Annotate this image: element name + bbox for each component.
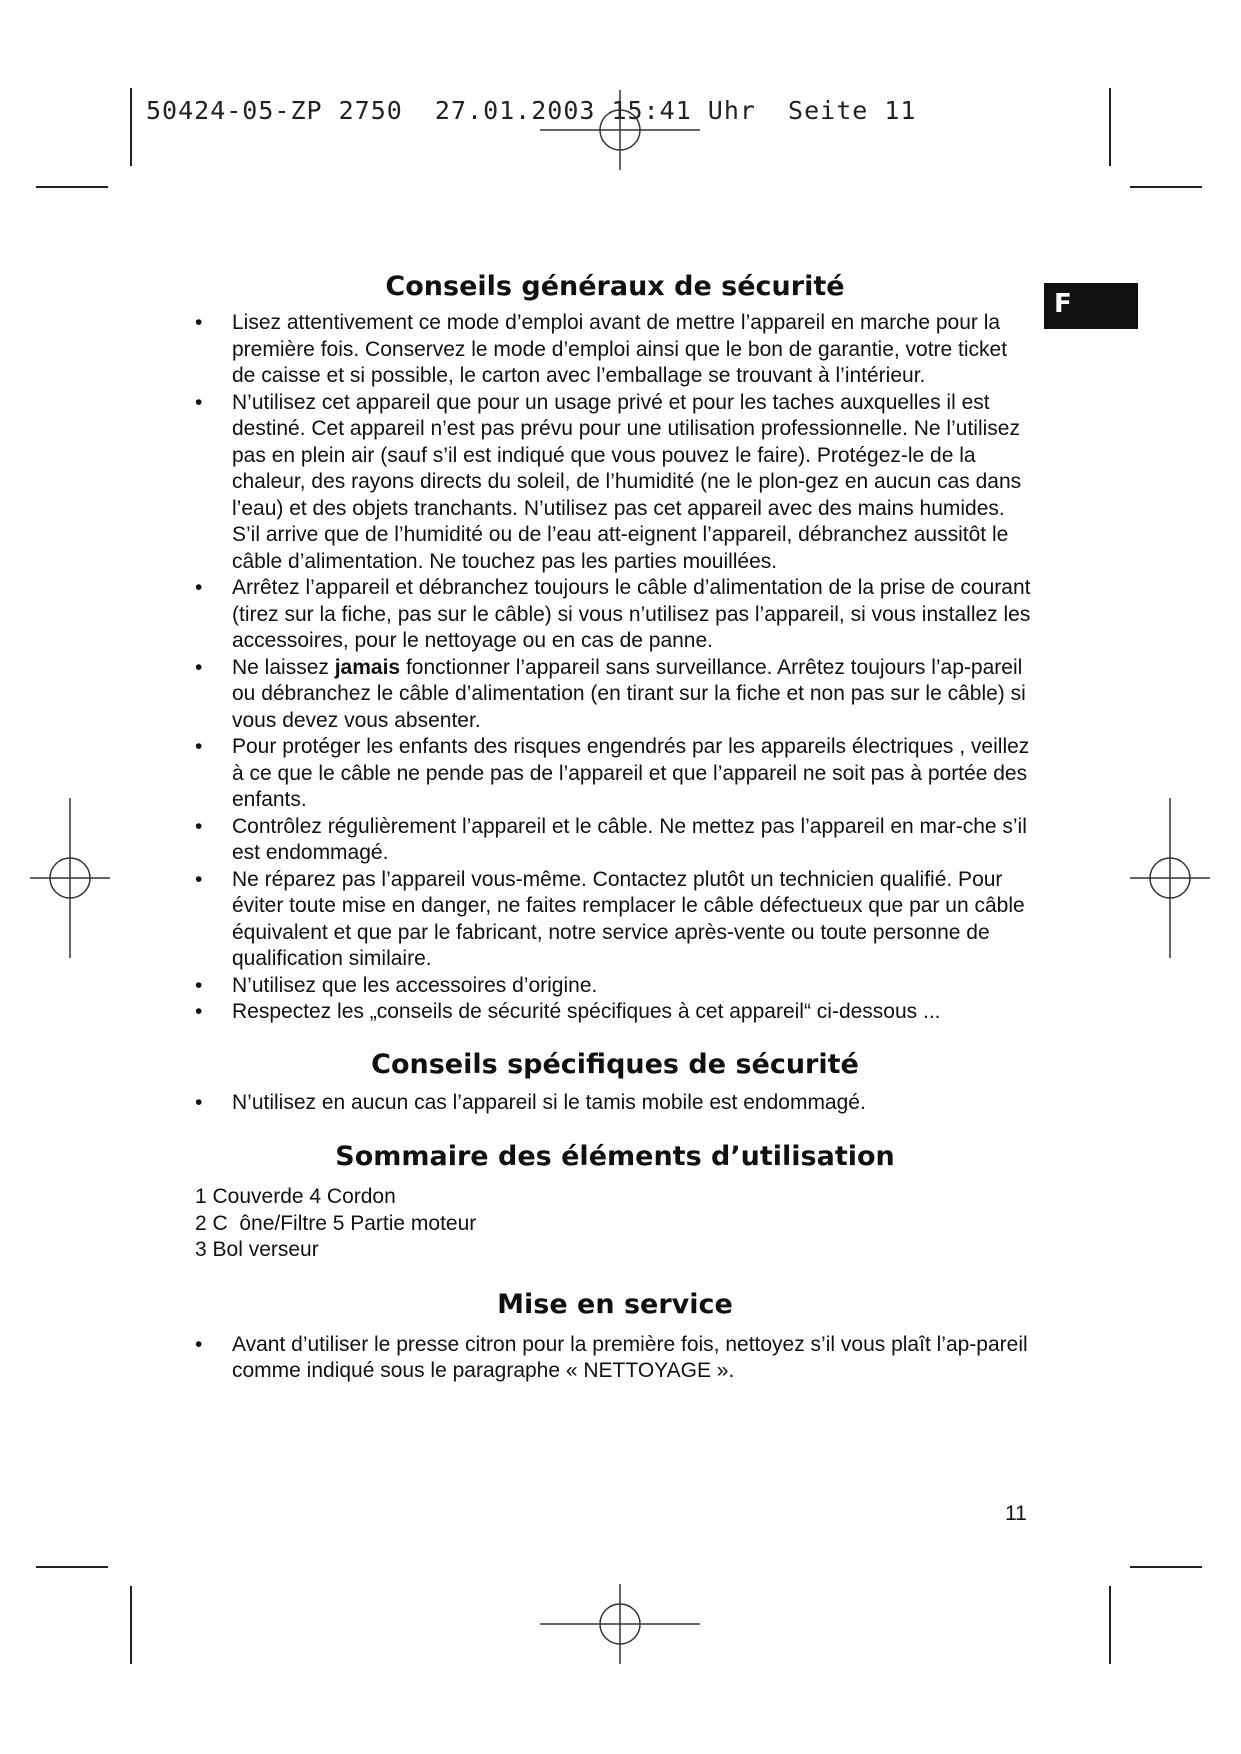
crop-mark <box>36 1566 108 1568</box>
list-item: • N’utilisez en aucun cas l’appareil si le tamis mobile est endommagé. <box>195 1090 1035 1117</box>
crop-mark <box>1109 1586 1111 1664</box>
list-item: • Arrêtez l’appareil et débranchez toujours le câble d’alimentation de la prise de courant (tirez sur la fiche, pas sur le câble) si vous n’utilisez pas l’appareil, si vous installez les accessoires, pour le nettoyage ou en cas de panne. <box>195 576 1031 652</box>
section-title-general-safety: Conseils généraux de sécurité <box>385 271 845 302</box>
crop-mark <box>1109 88 1111 166</box>
bullet: • <box>195 655 203 679</box>
parts-list <box>195 1184 1035 1264</box>
section-title-setup: Mise en service <box>497 1288 733 1320</box>
list-item: • N’utilisez que les accessoires d’origine. <box>195 973 1035 1000</box>
bullet: • <box>195 735 203 758</box>
list-item: • N’utilisez cet appareil que pour un usage privé et pour les taches auxquelles il est destiné. Cet appareil n’est pas prévu pour une utilisation professionnelle. Ne l’utilisez pas en plein air (sauf s’il est indiqué que vous pouvez le faire). Protégez-le de la chaleur, des rayons directs du soleil, de l’humidité (ne le plon-gez en aucun cas dans l’eau) et des objets tranchants. N’utilisez pas cet appareil avec des mains humides. S’il arrive que de l’humidité ou de l’eau att-eignent l’appareil, débranchez aussitôt le câble d’alimentation. Ne touchez pas les parties mouillées. <box>195 390 1022 573</box>
registration-mark-right <box>1130 798 1210 958</box>
parts-line: 3 Bol verseur <box>195 1238 319 1261</box>
list-item: • Ne réparez pas l’appareil vous-même. Contactez plutôt un technicien qualifié. Pour éviter toute mise en danger, ne faites remplacer le câble défectueux que par un câble équivalent et que par le fabricant, notre service après-vente ou toute personne de qualification similaire. <box>195 867 1025 970</box>
list-item: • Lisez attentivement ce mode d’emploi avant de mettre l’appareil en marche pour la première fois. Conservez le mode d’emploi ainsi que le bon de garantie, votre ticket de caisse et si possible, le carton avec l’emballage se trouvant à l’intérieur. <box>195 311 1008 387</box>
crop-mark <box>36 186 108 188</box>
bullet: • <box>195 1090 203 1114</box>
general-safety-list <box>195 310 1035 1026</box>
parts-line: 1 Couverde 4 Cordon <box>195 1185 396 1208</box>
bullet: • <box>195 1000 203 1023</box>
list-item: • Contrôlez régulièrement l’appareil et le câble. Ne mettez pas l’appareil en mar-che s’il est endommagé. <box>195 814 1027 864</box>
list-item: • Respectez les „conseils de sécurité spécifiques à cet appareil“ ci-dessous ... <box>195 999 1035 1026</box>
print-header: 50424-05-ZP 2750 27.01.2003 15:41 Uhr Seite 11 <box>146 96 917 125</box>
section-title-specific-safety: Conseils spécifiques de sécurité <box>371 1048 859 1080</box>
section-title-parts-summary: Sommaire des éléments d’utilisation <box>335 1141 895 1172</box>
crop-mark <box>130 88 132 166</box>
registration-mark-left <box>30 798 110 958</box>
bullet: • <box>195 814 203 838</box>
crop-mark <box>130 1586 132 1664</box>
setup-list <box>195 1332 1035 1385</box>
crop-mark <box>1130 186 1202 188</box>
list-item: • Ne laissez jamais fonctionner l’appareil sans surveillance. Arrêtez toujours l’ap-pareil ou débranchez le câble d’alimentation (en tirant sur la fiche et non pas sur le câble) si vous devez vous absenter. <box>195 655 1026 732</box>
bullet: • <box>195 1332 203 1356</box>
list-item: • Pour protéger les enfants des risques engendrés par les appareils électriques , veillez à ce que le câble ne pende pas de l’appareil et que l’appareil ne soit pas à portée des enfants. <box>195 735 1030 811</box>
language-tab: F <box>1044 283 1138 329</box>
emphasis-jamais: jamais <box>334 655 401 679</box>
list-item: • Avant d’utiliser le presse citron pour la première fois, nettoyez s’il vous plaît l’ap-pareil comme indiqué sous le paragraphe « NETTOYAGE ». <box>195 1332 1028 1382</box>
page-number: 11 <box>1005 1502 1027 1525</box>
bullet: • <box>195 390 203 414</box>
bullet: • <box>195 576 203 599</box>
registration-mark-bottom <box>540 1584 700 1664</box>
bullet: • <box>195 973 203 997</box>
bullet: • <box>195 867 203 891</box>
specific-safety-list <box>195 1090 1035 1117</box>
parts-line: 2 C ône/Filtre 5 Partie moteur <box>195 1211 477 1235</box>
page-content <box>195 270 1035 1385</box>
bullet: • <box>195 311 203 334</box>
crop-mark <box>1130 1566 1202 1568</box>
